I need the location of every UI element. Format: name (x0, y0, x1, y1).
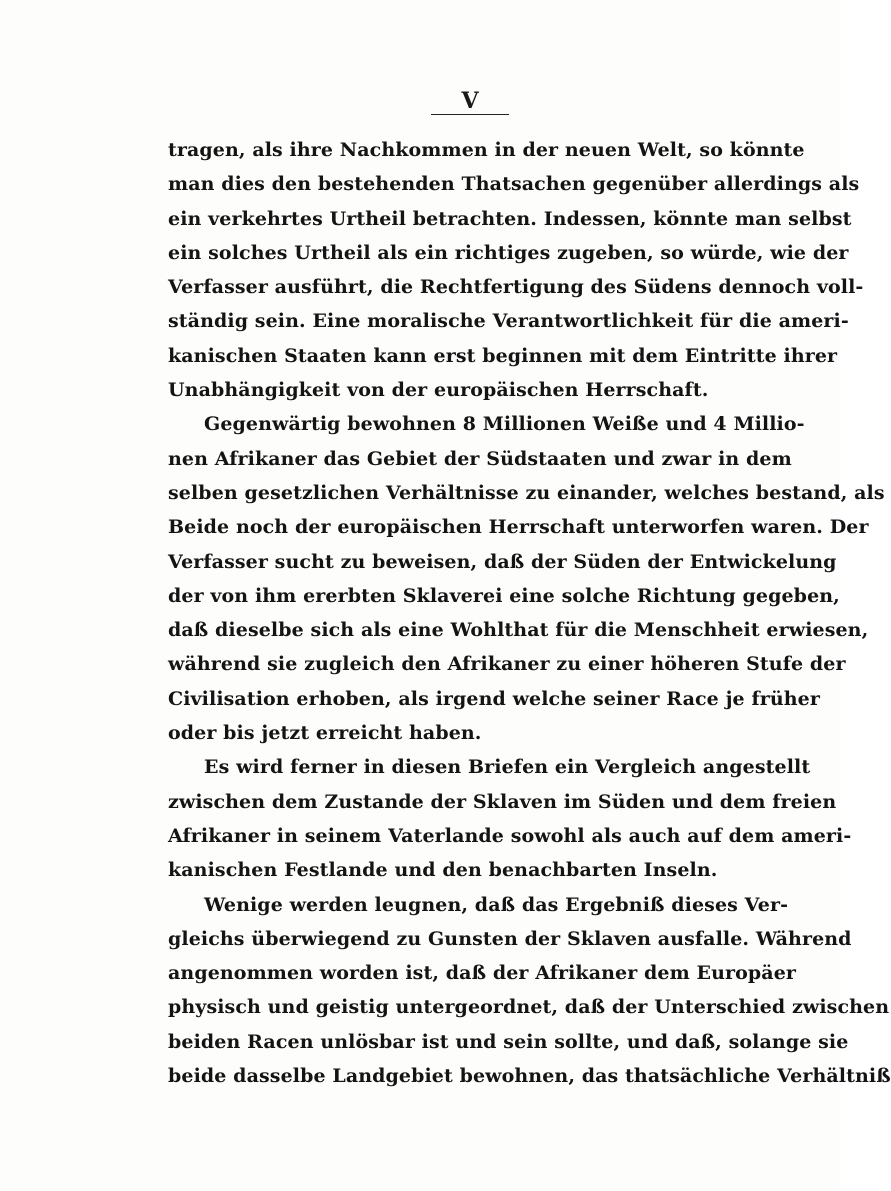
text-line: Verfasser sucht zu beweisen, daß der Süden der Entwickelung (168, 550, 837, 573)
text-line: während sie zugleich den Afrikaner zu einer höheren Stufe der (168, 653, 846, 676)
text-line-paragraph-start: Gegenwärtig bewohnen 8 Millionen Weiße und 4 Millio- (204, 413, 805, 436)
text-line: Beide noch der europäischen Herrschaft unterworfen waren. Der (168, 516, 869, 539)
text-line-paragraph-start: Es wird ferner in diesen Briefen ein Vergleich angestellt (204, 756, 811, 779)
text-line: zwischen dem Zustande der Sklaven im Süden und dem freien (168, 790, 837, 813)
header-rule (431, 114, 509, 115)
text-line-paragraph-end: Unabhängigkeit von der europäischen Herrschaft. (168, 379, 709, 402)
text-line-paragraph-end: kanischen Festlande und den benachbarten Inseln. (168, 859, 718, 882)
text-line: der von ihm ererbten Sklaverei eine solche Richtung gegeben, (168, 584, 840, 607)
text-line: selben gesetzlichen Verhältnisse zu einander, welches bestand, als (168, 481, 885, 504)
text-line: ständig sein. Eine moralische Verantwortlichkeit für die ameri- (168, 310, 849, 333)
text-line: angenommen worden ist, daß der Afrikaner dem Europäer (168, 962, 796, 985)
text-line: Verfasser ausführt, die Rechtfertigung des Südens dennoch voll- (168, 276, 864, 299)
text-line: beiden Racen unlösbar ist und sein sollte, und daß, solange sie (168, 1030, 849, 1053)
text-line-paragraph-start: Wenige werden leugnen, daß das Ergebniß dieses Ver- (204, 893, 789, 916)
text-line: Civilisation erhoben, als irgend welche seiner Race je früher (168, 687, 820, 710)
text-line: gleichs überwiegend zu Gunsten der Sklaven ausfalle. Während (168, 927, 852, 950)
page-header (430, 88, 510, 115)
text-line: kanischen Staaten kann erst beginnen mit dem Eintritte ihrer (168, 344, 838, 367)
text-line: physisch und geistig untergeordnet, daß der Unterschied zwischen (168, 996, 890, 1019)
text-line: ein verkehrtes Urtheil betrachten. Indessen, könnte man selbst (168, 207, 852, 230)
text-line: man dies den bestehenden Thatsachen gegenüber allerdings als (168, 173, 860, 196)
text-line: ein solches Urtheil als ein richtiges zugeben, so würde, wie der (168, 241, 849, 264)
text-line: beide dasselbe Landgebiet bewohnen, das thatsächliche Verhältniß (168, 1065, 891, 1088)
text-line: nen Afrikaner das Gebiet der Südstaaten und zwar in dem (168, 447, 792, 470)
body-text (168, 133, 891, 1093)
text-line: tragen, als ihre Nachkommen in der neuen Welt, so könnte (168, 139, 805, 161)
text-line: daß dieselbe sich als eine Wohlthat für die Menschheit erwiesen, (168, 619, 869, 642)
text-line: Afrikaner in seinem Vaterlande sowohl als auch auf dem ameri- (168, 824, 852, 847)
text-line-paragraph-end: oder bis jetzt erreicht haben. (168, 722, 482, 745)
page-number: V (461, 88, 479, 114)
